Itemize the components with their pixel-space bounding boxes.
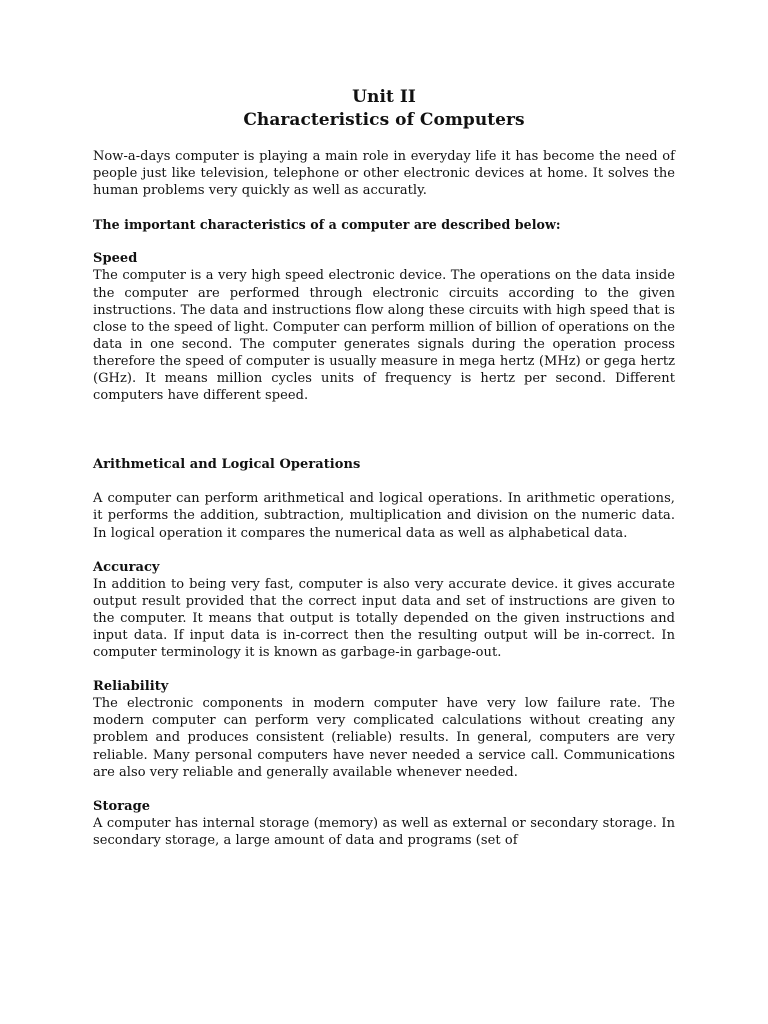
accuracy-body: In addition to being very fast, computer is also very accurate device. it gives accurate output result provided that the correct input data and set of instructions are given to the computer. It means that output is totally depended on the given instructions and input data. If input data is in-correct then the resulting output will be in-correct. In computer terminology it is known as garbage-in garbage-out. bbox=[93, 576, 675, 661]
accuracy-heading: Accuracy bbox=[93, 559, 160, 575]
arithmetic-body: A computer can perform arithmetical and logical operations. In arithmetic operations, it performs the addition, subtraction, multiplication and division on the numeric data. In logical operation it compares the numerical data as well as alphabetical data. bbox=[93, 491, 675, 541]
document-page bbox=[93, 86, 675, 866]
section-speed bbox=[93, 250, 675, 404]
section-reliability bbox=[93, 678, 675, 781]
section-arithmetic bbox=[93, 490, 675, 541]
lead-heading: The important characteristics of a computer are described below: bbox=[93, 217, 561, 233]
section-storage bbox=[93, 798, 675, 849]
arithmetic-heading: Arithmetical and Logical Operations bbox=[93, 457, 361, 473]
speed-body: The computer is a very high speed electronic device. The operations on the data inside the computer are performed through electronic circuits according to the given instructions. The data and instructions flow along these circuits with high speed that is close to the speed of light. Computer can perform million of billion of operations on the data in one second. The computer generates signals during the operation process therefore the speed of computer is usually measure in mega hertz (MHz) or gega hertz (GHz). It means million cycles units of frequency is hertz per second. Different computers have different speed. bbox=[93, 268, 675, 404]
spacer bbox=[93, 421, 675, 456]
section-accuracy bbox=[93, 559, 675, 662]
storage-heading: Storage bbox=[93, 798, 151, 814]
main-title: Characteristics of Computers bbox=[243, 110, 525, 130]
speed-heading: Speed bbox=[93, 251, 138, 267]
title-block bbox=[93, 86, 675, 132]
storage-body: A computer has internal storage (memory) as well as external or secondary storage. In secondary storage, a large amount of data and programs (set of bbox=[93, 815, 675, 848]
reliability-heading: Reliability bbox=[93, 679, 169, 695]
reliability-body: The electronic components in modern computer have very low failure rate. The modern computer can perform very complicated calculations without creating any problem and produces consistent (reliable) results. In general, computers are very reliable. Many personal computers have never needed a service call. Communications are also very reliable and generally available whenever needed. bbox=[93, 696, 675, 780]
intro-paragraph: Now-a-days computer is playing a main role in everyday life it has become the need of people just like television, telephone or other electronic devices at home. It solves the human problems very quickly as well as accuratly. bbox=[93, 149, 675, 199]
unit-title: Unit II bbox=[352, 87, 416, 107]
